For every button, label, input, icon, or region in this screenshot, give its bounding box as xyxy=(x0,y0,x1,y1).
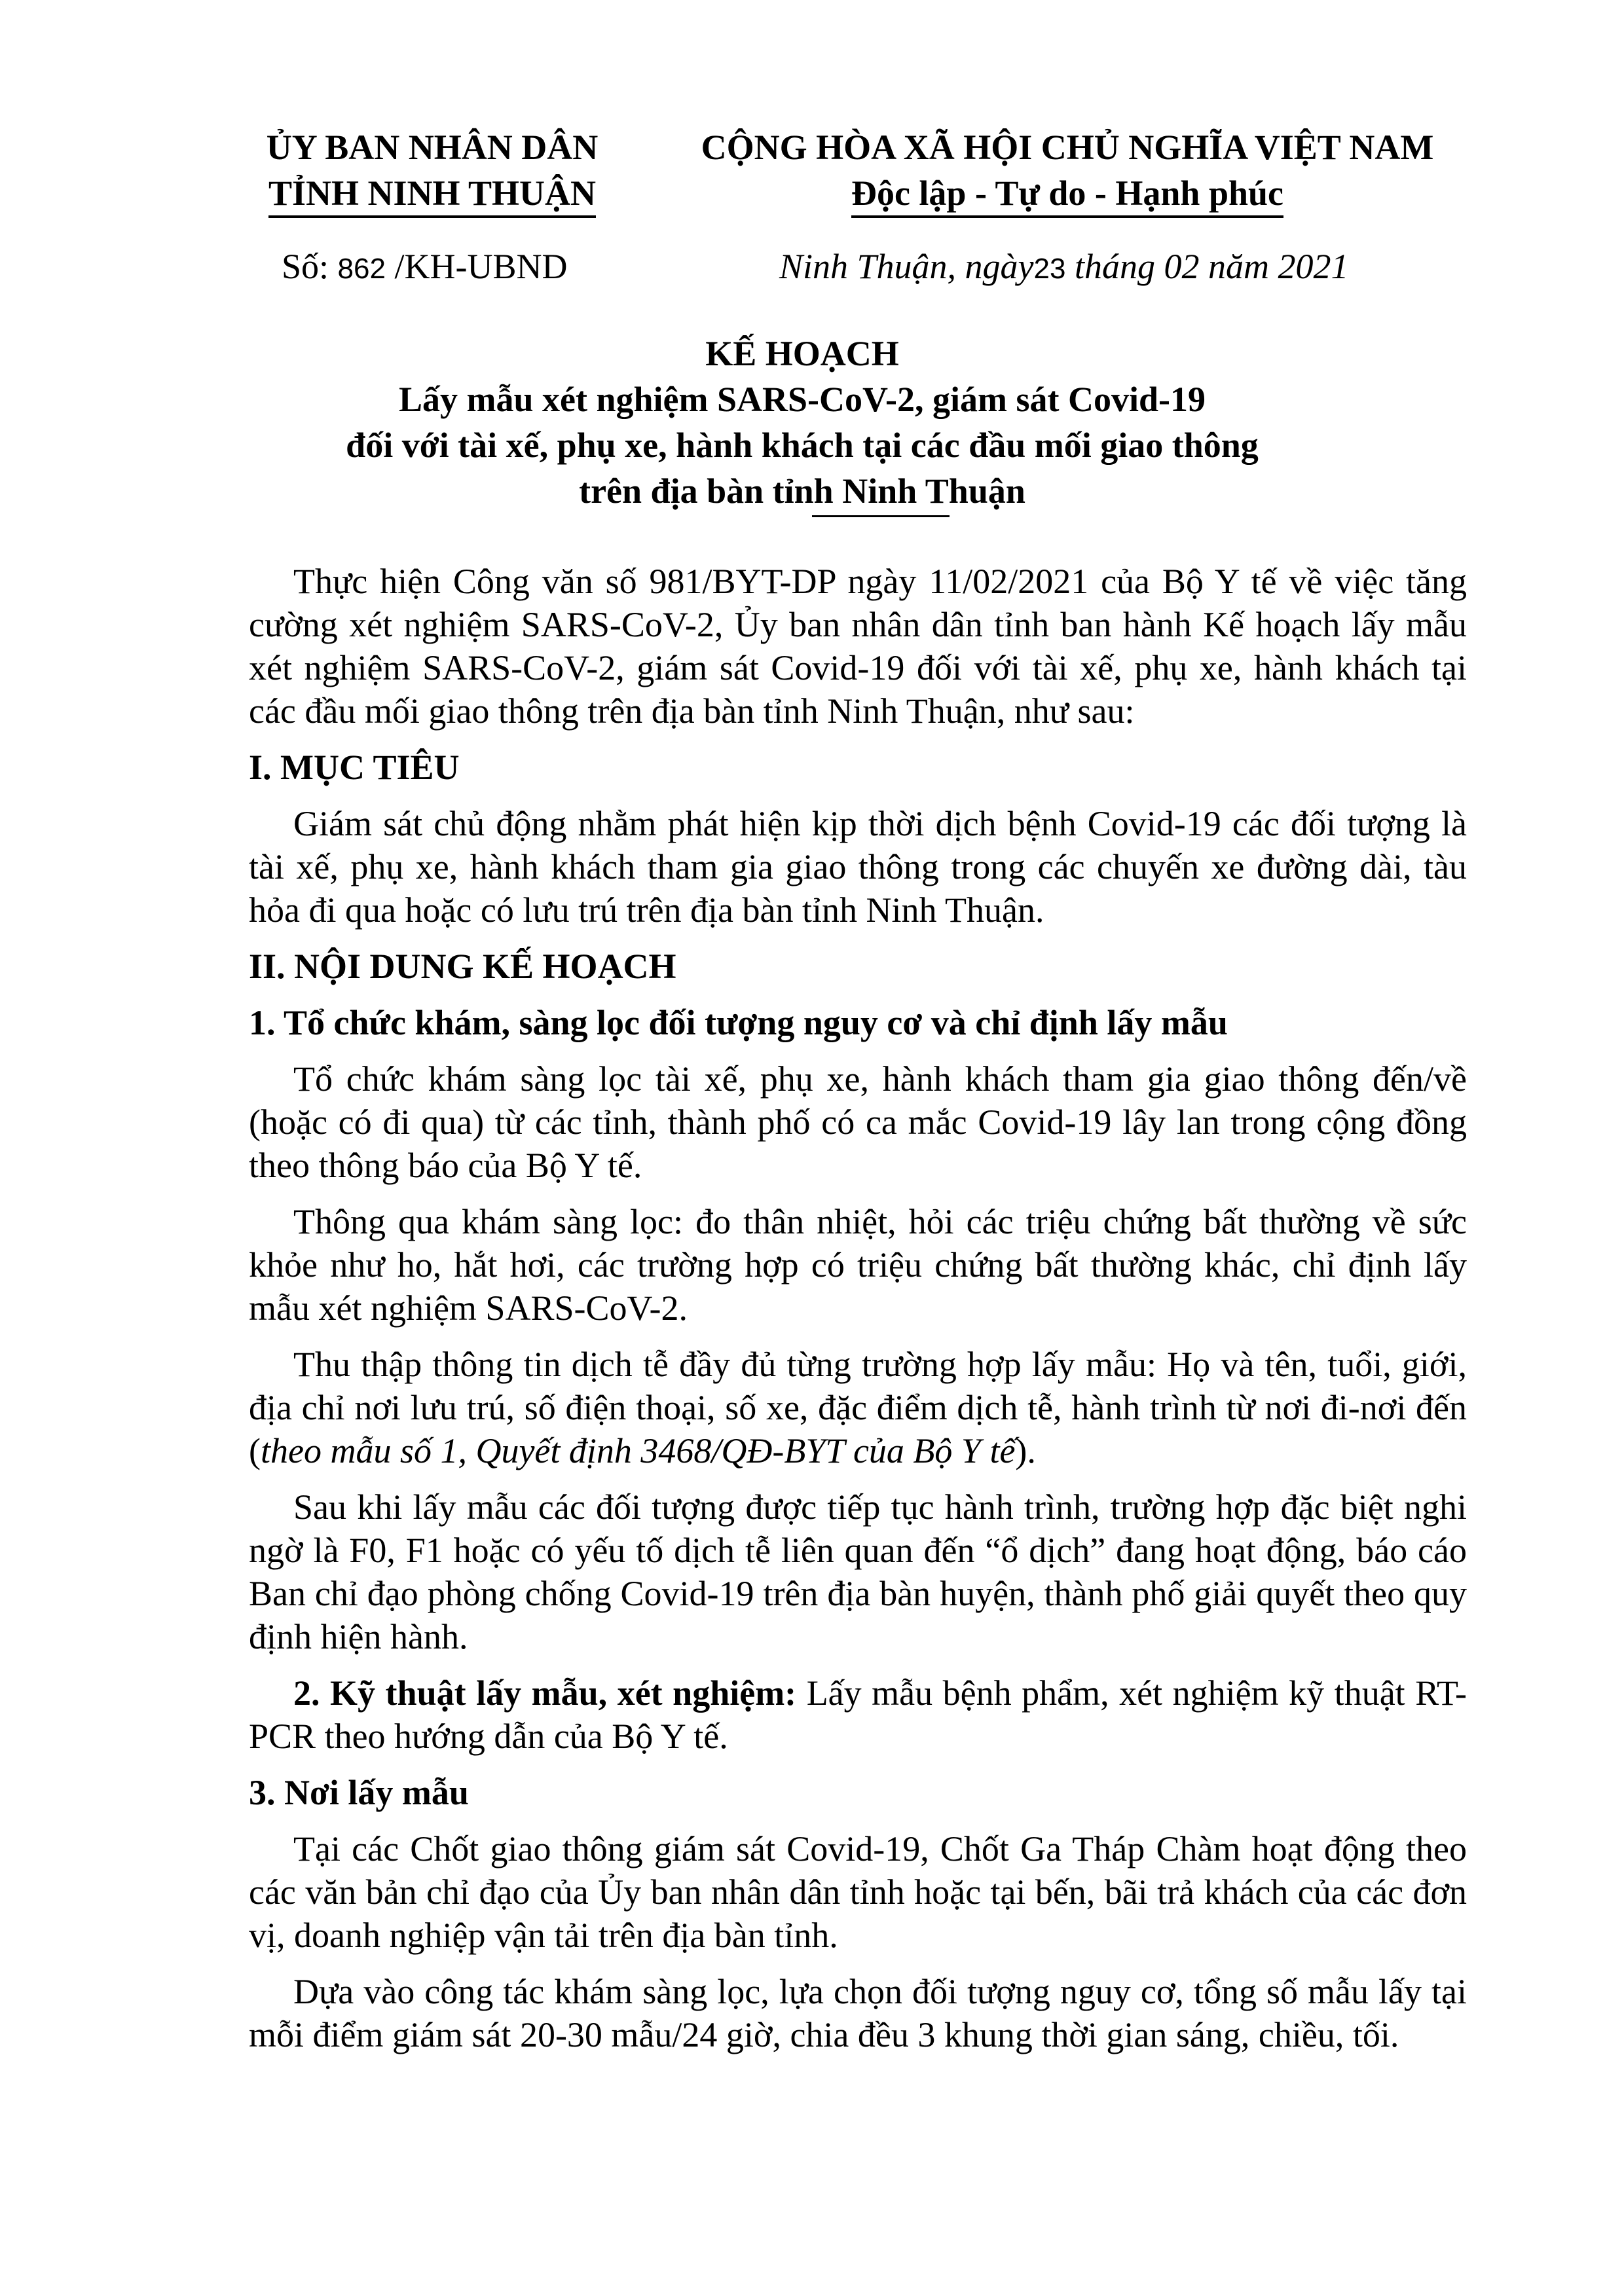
sub1-p3-end: ). xyxy=(1015,1431,1036,1470)
sub1-paragraph4: Sau khi lấy mẫu các đối tượng được tiếp tục hành trình, trường hợp đặc biệt nghi ngờ là F0, F1 hoặc có yếu tố dịch tễ liên quan đến “ổ dịch” đang hoạt động, báo cáo Ban chỉ đạo phòng chống Covid-19 trên địa bàn huyện, thành phố giải quyết theo quy định hiện hành. xyxy=(249,1487,1467,1656)
date-line xyxy=(779,244,1348,292)
sub2-heading: 2. Kỹ thuật lấy mẫu, xét nghiệm: xyxy=(293,1673,797,1713)
title-line3: đối với tài xế, phụ xe, hành khách tại các đầu mối giao thông xyxy=(346,426,1259,465)
sub1-paragraph3 xyxy=(249,1343,1467,1472)
document-title xyxy=(216,331,1388,514)
intro-paragraph: Thực hiện Công văn số 981/BYT-DP ngày 11/02/2021 của Bộ Y tế về việc tăng cường xét nghiệm SARS-CoV-2, Ủy ban nhân dân tỉnh ban hành Kế hoạch lấy mẫu xét nghiệm SARS-CoV-2, giám sát Covid-19 đối với tài xế, phụ xe, hành khách tại các đầu mối giao thông trên địa bàn tỉnh Ninh Thuận, như sau: xyxy=(249,562,1467,731)
title-line1: KẾ HOẠCH xyxy=(705,334,899,373)
national-motto xyxy=(674,124,1460,218)
document-body xyxy=(249,560,1467,2069)
section1-paragraph: Giám sát chủ động nhằm phát hiện kịp thời dịch bệnh Covid-19 các đối tượng là tài xế, phụ xe, hành khách tham gia giao thông trong các chuyến xe đường dài, tàu hỏa đi qua hoặc có lưu trú trên địa bàn tỉnh Ninh Thuận. xyxy=(249,804,1467,930)
sub3-heading: 3. Nơi lấy mẫu xyxy=(249,1773,469,1812)
title-line4: trên địa bàn tỉnh Ninh Thuận xyxy=(579,471,1025,511)
country-name: CỘNG HÒA XÃ HỘI CHỦ NGHĨA VIỆT NAM xyxy=(701,128,1434,167)
sub1-paragraph1: Tổ chức khám sàng lọc tài xế, phụ xe, hành khách tham gia giao thông đến/về (hoặc có đi qua) từ các tỉnh, thành phố có ca mắc Covid-19 lây lan trong cộng đồng theo thông báo của Bộ Y tế. xyxy=(249,1059,1467,1185)
sub2-paragraph xyxy=(249,1671,1467,1758)
title-divider xyxy=(812,515,950,517)
sub3-paragraph2: Dựa vào công tác khám sàng lọc, lựa chọn đối tượng nguy cơ, tổng số mẫu lấy tại mỗi điểm giám sát 20-30 mẫu/24 giờ, chia đều 3 khung thời gian sáng, chiều, tối. xyxy=(249,1972,1467,2054)
number-prefix: Số: xyxy=(282,247,329,286)
section1-heading: I. MỤC TIÊU xyxy=(249,748,460,787)
date-prefix: Ninh Thuận, ngày xyxy=(779,247,1034,286)
sub3-paragraph1: Tại các Chốt giao thông giám sát Covid-19, Chốt Ga Tháp Chàm hoạt động theo các văn bản chỉ đạo của Ủy ban nhân dân tỉnh hoặc tại bến, bãi trả khách của các đơn vị, doanh nghiệp vận tải trên địa bàn tỉnh. xyxy=(249,1829,1467,1955)
sub1-heading: 1. Tổ chức khám, sàng lọc đối tượng nguy cơ và chỉ định lấy mẫu xyxy=(249,1003,1228,1042)
section2-heading: II. NỘI DUNG KẾ HOẠCH xyxy=(249,947,676,986)
date-suffix: tháng 02 năm 2021 xyxy=(1074,247,1349,286)
sub1-p3-main: Thu thập thông tin dịch tễ đầy đủ từng trường hợp lấy mẫu: Họ và tên, tuổi, giới, địa chỉ nơi lưu trú, số điện thoại, số xe, đặc điểm dịch tễ, hành trình từ nơi đi-nơi đến ( xyxy=(249,1345,1467,1470)
document-number xyxy=(282,244,567,292)
title-line2: Lấy mẫu xét nghiệm SARS-CoV-2, giám sát Covid-19 xyxy=(398,380,1206,419)
number-suffix: /KH-UBND xyxy=(394,247,568,286)
sub2-text: Lấy mẫu bệnh phẩm, xét nghiệm kỹ thuật RT-PCR theo hướng dẫn của Bộ Y tế. xyxy=(249,1673,1467,1756)
issuing-authority xyxy=(249,124,616,218)
authority-line2: TỈNH NINH THUẬN xyxy=(268,173,596,218)
date-day: 23 xyxy=(1033,253,1066,285)
sub1-paragraph2: Thông qua khám sàng lọc: đo thân nhiệt, hỏi các triệu chứng bất thường về sức khỏe như ho, hắt hơi, các trường hợp có triệu chứng bất thường khác, chỉ định lấy mẫu xét nghiệm SARS-CoV-2. xyxy=(249,1202,1467,1328)
motto: Độc lập - Tự do - Hạnh phúc xyxy=(851,173,1283,218)
authority-line1: ỦY BAN NHÂN DÂN xyxy=(266,128,599,167)
sub1-p3-reference: theo mẫu số 1, Quyết định 3468/QĐ-BYT của Bộ Y tế xyxy=(260,1431,1016,1470)
number-value: 862 xyxy=(337,253,386,285)
